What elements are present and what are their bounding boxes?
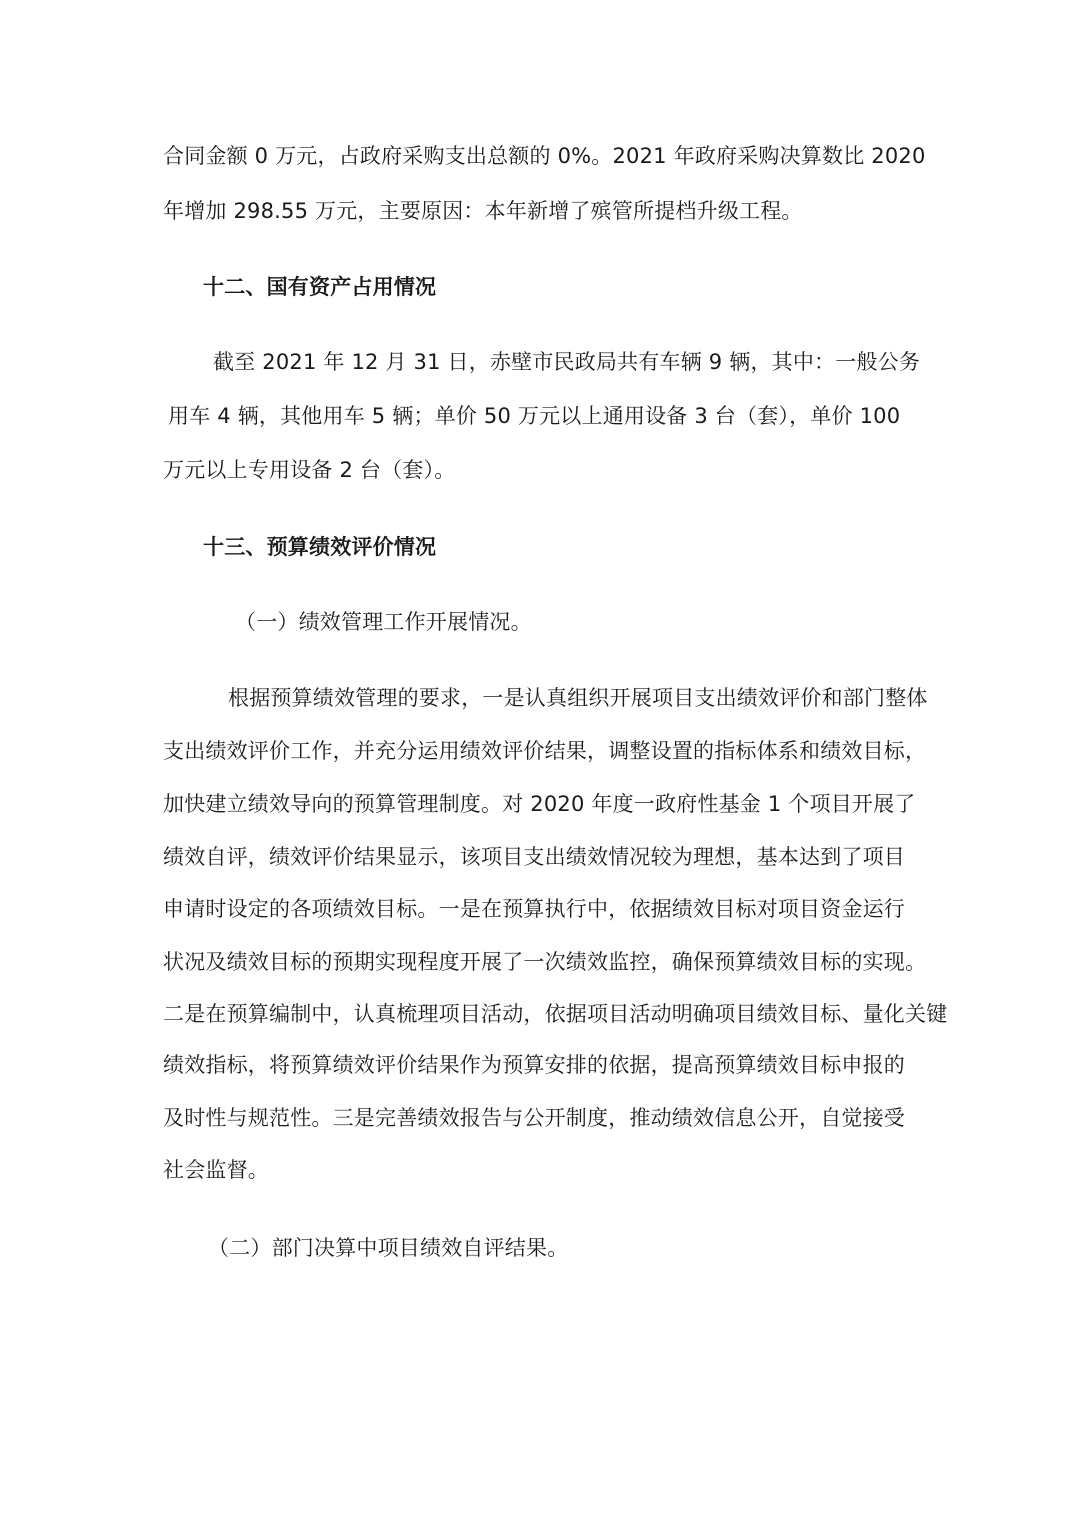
subsection-title-2: （二）部门决算中项目绩效自评结果。 <box>208 1236 569 1260</box>
paragraph-line: 绩效自评，绩效评价结果显示，该项目支出绩效情况较为理想，基本达到了项目 <box>163 845 905 869</box>
subsection-title-1: （一）绩效管理工作开展情况。 <box>235 610 532 634</box>
section-heading-13: 十三、预算绩效评价情况 <box>203 535 437 559</box>
paragraph-line: 支出绩效评价工作，并充分运用绩效评价结果，调整设置的指标体系和绩效目标， <box>163 739 927 763</box>
paragraph-line: 二是在预算编制中，认真梳理项目活动，依据项目活动明确项目绩效目标、量化关键 <box>163 1002 948 1026</box>
paragraph-line: 万元以上专用设备 2 台（套）。 <box>163 458 456 482</box>
paragraph-line: 绩效指标，将预算绩效评价结果作为预算安排的依据，提高预算绩效目标申报的 <box>163 1053 905 1077</box>
paragraph-line: 合同金额 0 万元，占政府采购支出总额的 0%。2021 年政府采购决算数比 2020 <box>163 144 926 168</box>
paragraph-line: 年增加 298.55 万元，主要原因：本年新增了殡管所提档升级工程。 <box>163 199 803 223</box>
paragraph-line: 申请时设定的各项绩效目标。一是在预算执行中，依据绩效目标对项目资金运行 <box>163 897 905 921</box>
paragraph-line: 加快建立绩效导向的预算管理制度。对 2020 年度一政府性基金 1 个项目开展了 <box>163 792 916 816</box>
paragraph-line: 用车 4 辆，其他用车 5 辆；单价 50 万元以上通用设备 3 台（套），单价 100 <box>168 404 901 428</box>
paragraph-line: 社会监督。 <box>163 1158 269 1182</box>
paragraph-line: 及时性与规范性。三是完善绩效报告与公开制度，推动绩效信息公开，自觉接受 <box>163 1106 905 1130</box>
section-heading-12: 十二、国有资产占用情况 <box>203 275 437 299</box>
paragraph-line: 根据预算绩效管理的要求，一是认真组织开展项目支出绩效评价和部门整体 <box>228 686 928 710</box>
paragraph-line: 截至 2021 年 12 月 31 日，赤壁市民政局共有车辆 9 辆，其中：一般公务 <box>213 350 921 374</box>
paragraph-line: 状况及绩效目标的预期实现程度开展了一次绩效监控，确保预算绩效目标的实现。 <box>163 950 927 974</box>
